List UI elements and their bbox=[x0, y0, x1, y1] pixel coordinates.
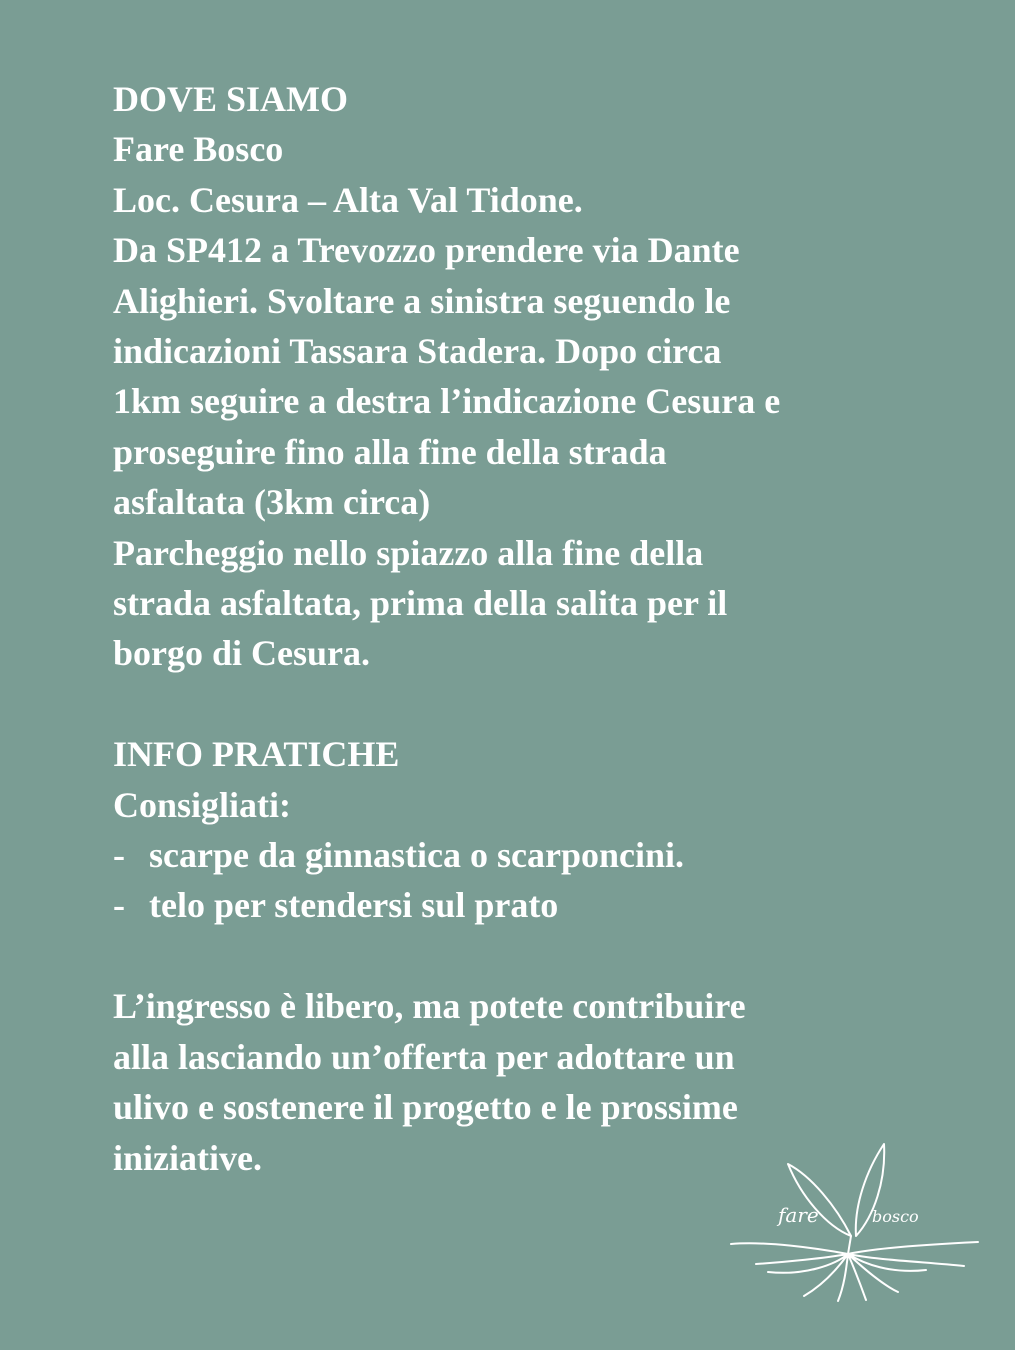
logo-roots-icon bbox=[731, 1242, 978, 1301]
where-heading: DOVE SIAMO bbox=[113, 79, 349, 119]
where-line: strada asfaltata, prima della salita per il bbox=[113, 583, 728, 624]
list-item bbox=[113, 830, 973, 880]
where-line: asfaltata (3km circa) bbox=[113, 482, 431, 523]
entry-line: L’ingresso è libero, ma potete contribuire bbox=[113, 986, 746, 1027]
info-heading: INFO PRATICHE bbox=[113, 734, 400, 775]
bullet-dash: - bbox=[113, 885, 125, 926]
logo-stem-icon bbox=[848, 1236, 851, 1254]
where-line: Alighieri. Svoltare a sinistra seguendo le bbox=[113, 280, 731, 321]
where-line: Loc. Cesura – Alta Val Tidone. bbox=[113, 179, 583, 220]
spacer bbox=[113, 931, 973, 981]
spacer bbox=[113, 679, 973, 729]
entry-line: ulivo e sostenere il progetto e le prossime bbox=[113, 1087, 738, 1128]
where-line: Parcheggio nello spiazzo alla fine della bbox=[113, 532, 704, 573]
logo-word-left: fare bbox=[778, 1203, 819, 1227]
entry-line: alla lasciando un’offerta per adottare un bbox=[113, 1036, 735, 1077]
list-item-text: telo per stendersi sul prato bbox=[149, 885, 559, 926]
where-line: borgo di Cesura. bbox=[113, 633, 371, 674]
where-line: Fare Bosco bbox=[113, 129, 284, 170]
entry-line: iniziative. bbox=[113, 1137, 262, 1178]
logo-word-right: bosco bbox=[872, 1207, 919, 1226]
info-document bbox=[113, 74, 973, 1183]
where-line: proseguire fino alla fine della strada bbox=[113, 431, 667, 472]
fare-bosco-logo bbox=[726, 1136, 986, 1306]
info-subheading: Consigliati: bbox=[113, 784, 292, 825]
where-line: 1km seguire a destra l’indicazione Cesura e bbox=[113, 381, 781, 422]
where-line: indicazioni Tassara Stadera. Dopo circa bbox=[113, 331, 722, 372]
list-item bbox=[113, 880, 973, 930]
bullet-dash: - bbox=[113, 835, 125, 876]
where-line: Da SP412 a Trevozzo prendere via Dante bbox=[113, 230, 740, 271]
list-item-text: scarpe da ginnastica o scarponcini. bbox=[149, 835, 685, 876]
